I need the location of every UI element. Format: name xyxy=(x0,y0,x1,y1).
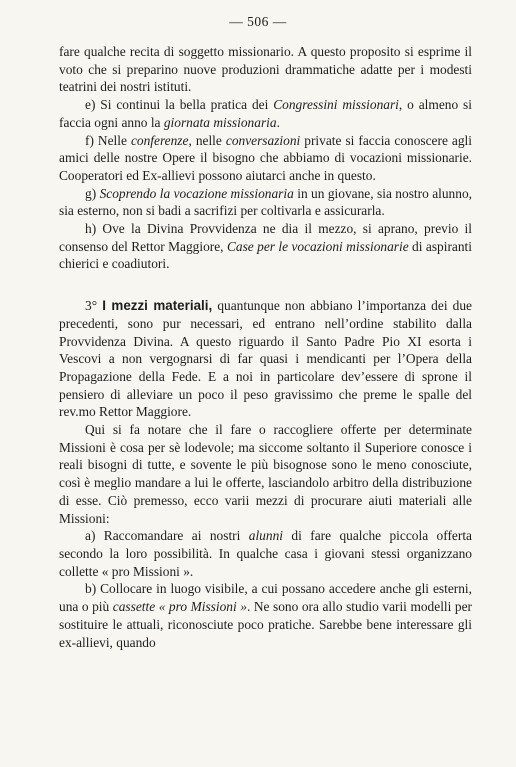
text-run: private si faccia conoscere agli amici delle nostre Opere il bisogno che abbiamo di vocazioni missionarie. Cooperatori ed Ex-allievi possono aiutarci anche in questo. xyxy=(59,132,472,183)
text-run: a) Raccomandare ai nostri xyxy=(85,528,249,544)
italic-text: conversazioni xyxy=(225,132,301,148)
text-run: di fare qualche piccola offerta secondo la loro possibilità. In qualche casa i giovani stessi organizzano collette « pro Missioni ». xyxy=(59,528,472,579)
paragraph xyxy=(59,132,472,185)
body-text xyxy=(59,43,472,651)
paragraph xyxy=(59,421,472,527)
paragraph xyxy=(59,43,472,96)
italic-text: Scoprendo la vocazione missionaria xyxy=(99,185,294,201)
page-number: — 506 — xyxy=(229,14,287,29)
section-gap xyxy=(59,273,472,297)
text-run: 3° xyxy=(85,298,103,314)
text-run: , nelle xyxy=(188,132,226,148)
paragraph xyxy=(59,580,472,651)
text-run: Qui si fa notare che il fare o raccogliere offerte per determinate Missioni è cosa per sè lodevole; ma siccome soltanto il Superiore conosce i reali bisogni di tutte, e sovente le più bisognose sono le meno conosciute, così è meglio mandare a lui le offerte, lasciandolo arbitro della distribuzione di esse. Ciò premesso, ecco varii mezzi di procurare aiuti materiali alle Missioni: xyxy=(59,422,472,526)
italic-text: alunni xyxy=(248,528,283,544)
paragraph xyxy=(59,185,472,220)
text-run: f) Nelle xyxy=(85,132,131,148)
italic-text: cassette « pro Missioni » xyxy=(112,599,247,615)
paragraph xyxy=(59,527,472,580)
paragraph xyxy=(59,96,472,131)
text-run: quantunque non abbiano l’importanza dei due precedenti, sono pur necessari, ed entrano nell’ordine stabilito dalla Provvidenza Divina. A questo riguardo il Santo Padre Pio XI esorta i Vescovi a non vergognarsi di far quasi i mendicanti per l’Opera della Propagazione della Fede. E a noi in particolare dev’essere di sprone il pensiero di alleviare un poco il peso gravissimo che preme le spalle del rev.mo Rettor Maggiore. xyxy=(59,298,473,420)
text-run: fare qualche recita di soggetto missionario. A questo proposito si esprime il voto che si preparino nuove produzioni drammatiche adatte per i modesti teatrini dei nostri istituti. xyxy=(59,44,472,95)
italic-text: giornata missionaria xyxy=(163,114,277,130)
paragraph xyxy=(59,297,472,421)
text-run: di aspiranti chierici e coadiutori. xyxy=(59,238,472,272)
text-run: in un giovane, sia nostro alunno, sia esterno, non si badi a sacrifizi per coltivarla e assicurarla. xyxy=(59,185,472,219)
text-run: e) Si continui la bella pratica dei xyxy=(85,97,274,113)
text-run: . xyxy=(276,114,280,130)
italic-text: Case per le vocazioni missionarie xyxy=(226,238,409,254)
section-heading: I mezzi materiali, xyxy=(102,298,213,314)
text-run: , o almeno si faccia ogni anno la xyxy=(59,97,472,130)
text-run: b) Collocare in luogo visibile, a cui possano accedere anche gli esterni, una o più xyxy=(59,581,472,615)
text-run: . Ne sono ora allo studio varii modelli per sostituire le attuali, riconosciute poco pratiche. Sarebbe bene interessare gli ex-allievi, quando xyxy=(59,599,472,650)
italic-text: Congressini missionari xyxy=(273,97,399,113)
text-run: h) Ove la Divina Provvidenza ne dia il mezzo, si aprano, previo il consenso del Rettor Maggiore, xyxy=(59,221,472,254)
text-run: g) xyxy=(85,185,100,201)
paragraph xyxy=(59,220,472,273)
italic-text: conferenze xyxy=(130,132,189,148)
